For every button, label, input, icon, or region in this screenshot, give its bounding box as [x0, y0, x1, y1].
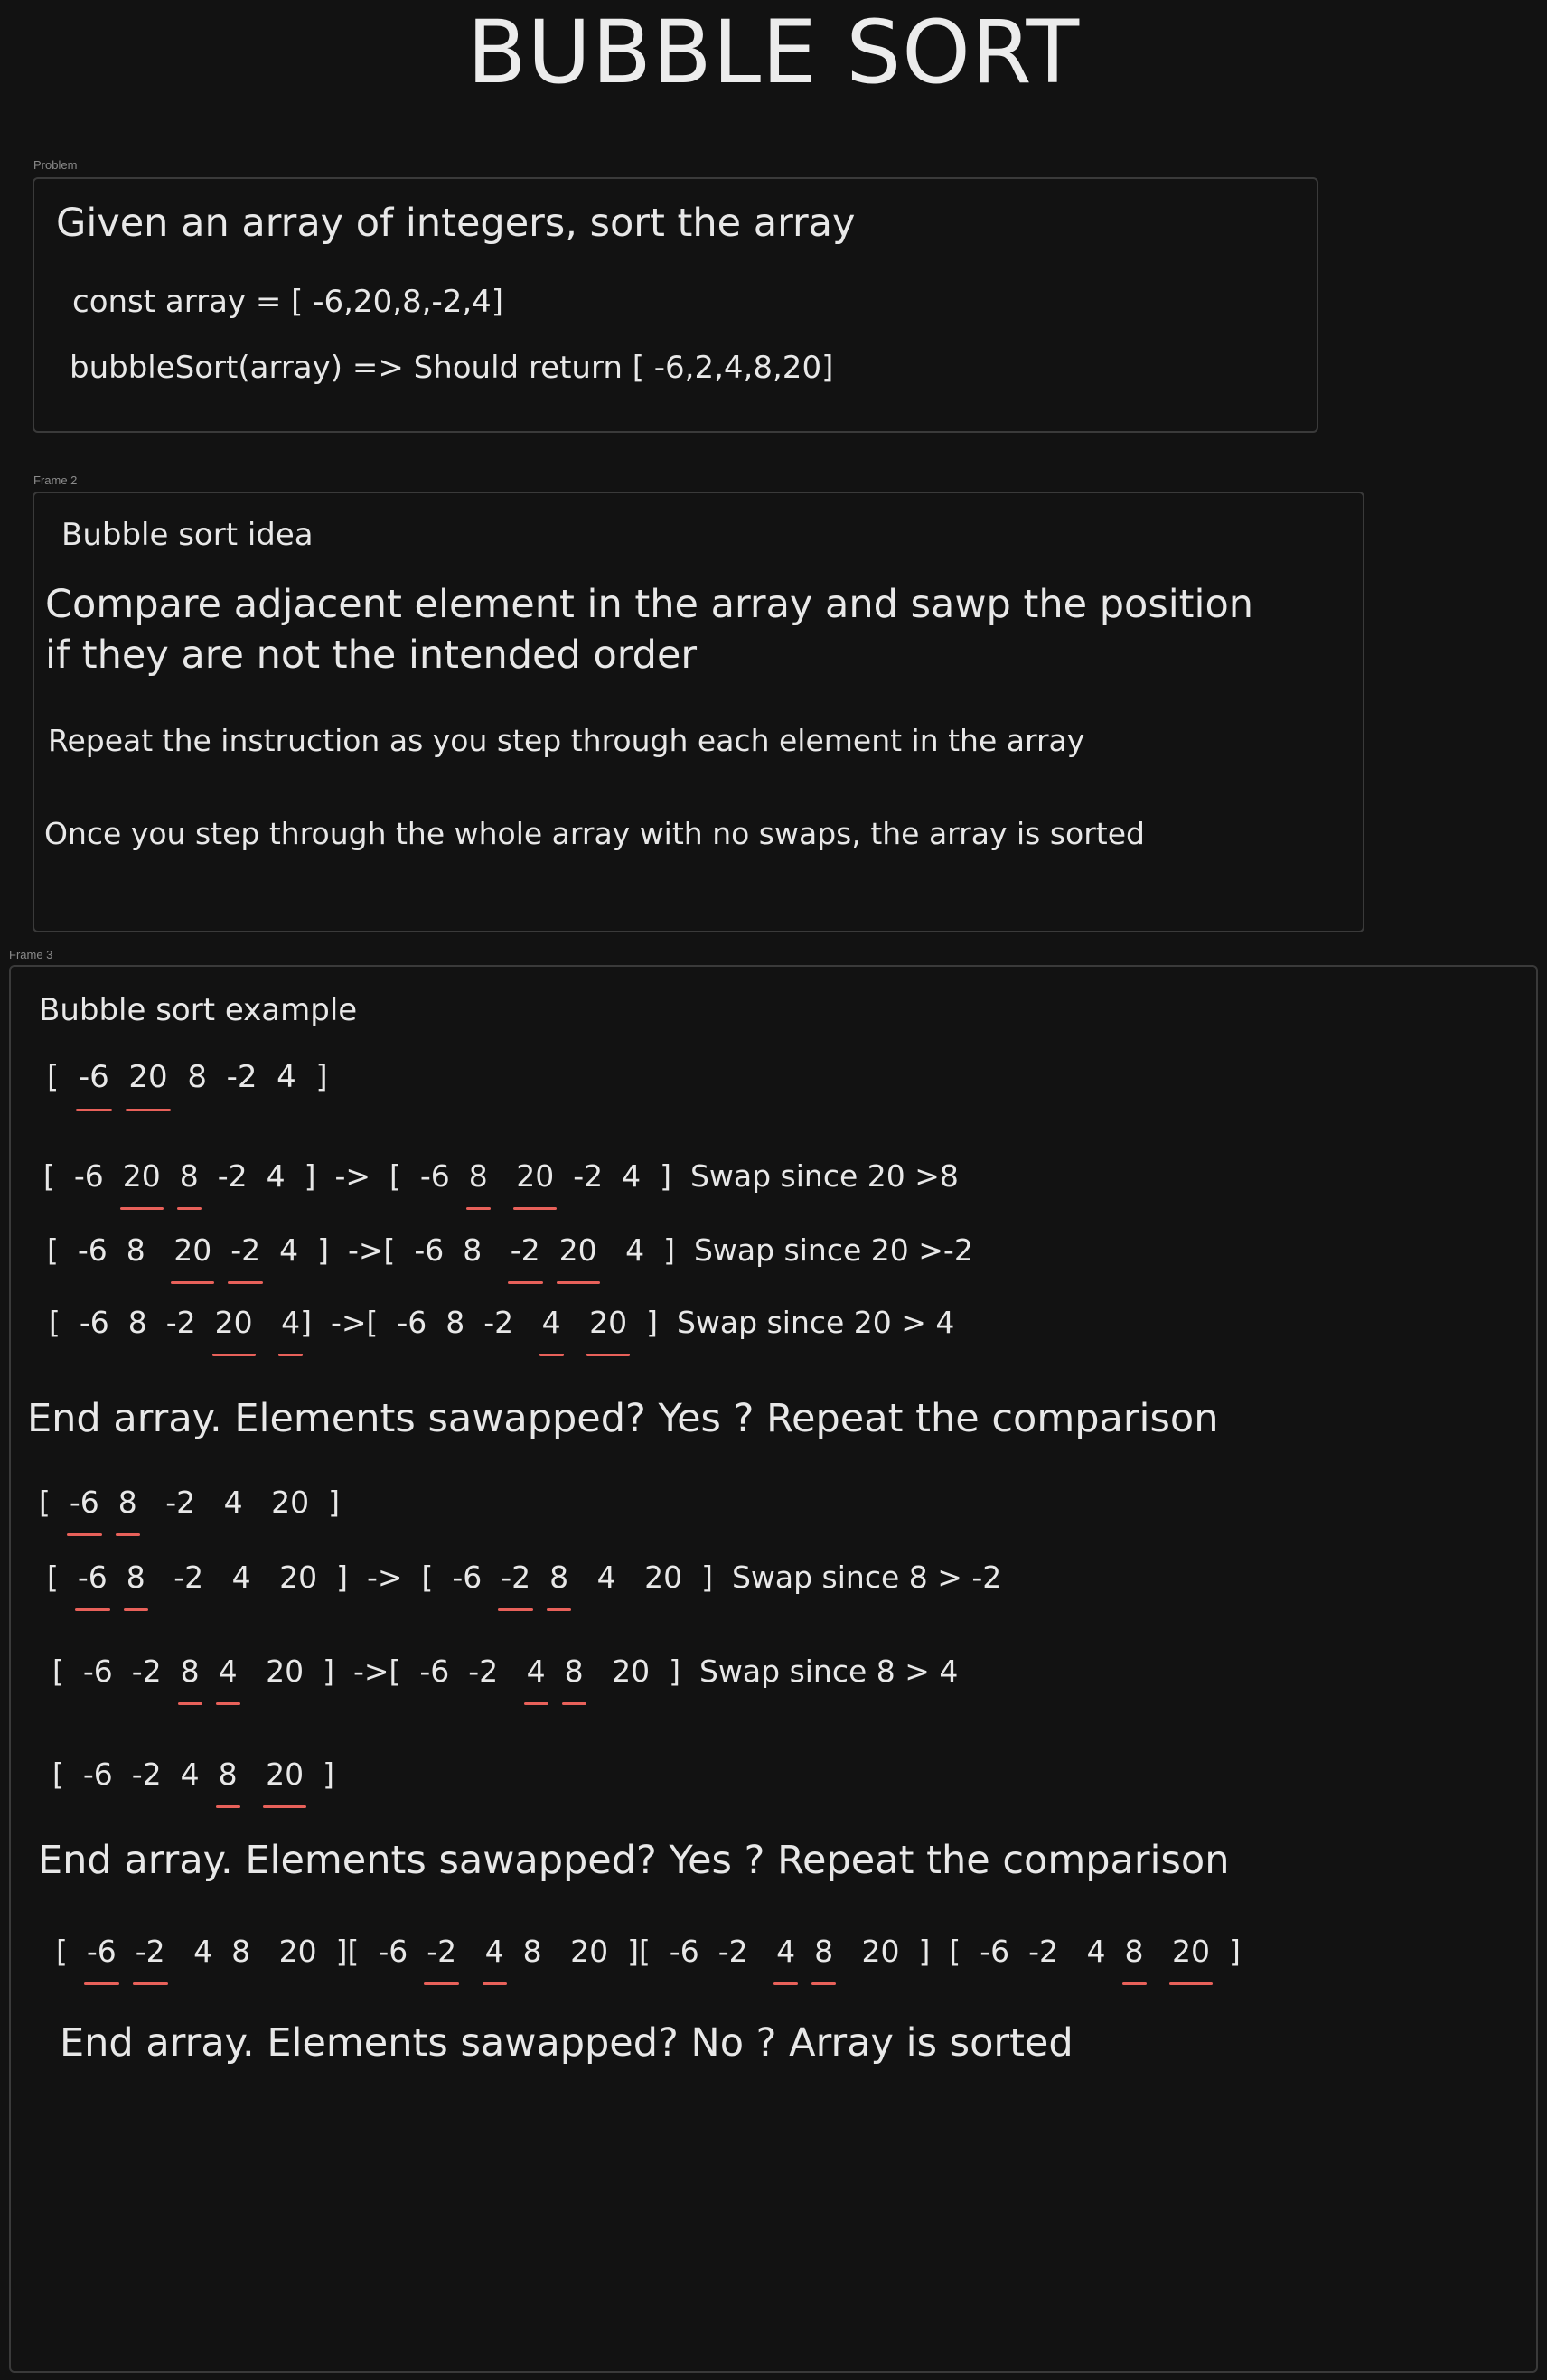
pass2-end	[52, 1757, 334, 1827]
token: ]	[300, 1305, 312, 1340]
token: 20	[612, 1654, 651, 1689]
token-compared: -2	[510, 1232, 540, 1268]
token: 4	[223, 1485, 243, 1520]
token: 4	[1086, 1934, 1106, 1969]
token: -2	[226, 1059, 258, 1095]
token: 8	[522, 1934, 542, 1969]
token: ]	[701, 1560, 713, 1595]
token-compared: 8	[468, 1158, 488, 1194]
token-compared: -6	[77, 1560, 108, 1595]
token: ]	[660, 1158, 671, 1194]
token: 4	[231, 1560, 251, 1595]
token-compared: 20	[1172, 1934, 1210, 1969]
token: -2	[1028, 1934, 1059, 1969]
token-compared: 20	[122, 1158, 161, 1194]
pass3-row	[56, 1934, 1241, 2004]
token: 20	[570, 1934, 609, 1969]
token: -6	[79, 1305, 109, 1340]
token: ]	[315, 1059, 328, 1095]
idea-line2: if they are not the intended order	[45, 632, 698, 678]
token-compared: 20	[128, 1059, 168, 1095]
token-compared: -2	[230, 1232, 261, 1268]
token-compared: -2	[135, 1934, 165, 1969]
token: 4	[193, 1934, 213, 1969]
token: -6	[82, 1757, 113, 1792]
token: -2	[165, 1305, 196, 1340]
token: ]	[304, 1158, 316, 1194]
token: 8	[127, 1305, 147, 1340]
token: ]	[663, 1232, 675, 1268]
token-compared: 4	[526, 1654, 546, 1689]
token: ]	[336, 1560, 348, 1595]
token: -2	[165, 1485, 196, 1520]
swap-note: Swap since 20 >8	[689, 1158, 959, 1194]
end-pass3: End array. Elements sawapped? No ? Array is sorted	[60, 2020, 1074, 2066]
token: -6	[378, 1934, 408, 1969]
token: -6	[980, 1934, 1010, 1969]
token: ]	[918, 1934, 931, 1969]
token-compared: 8	[564, 1654, 584, 1689]
end-pass1: End array. Elements sawapped? Yes ? Repeat the comparison	[27, 1396, 1219, 1441]
arrow: ->	[366, 1560, 403, 1595]
token-compared: 8	[126, 1560, 145, 1595]
token: [	[39, 1485, 51, 1520]
token: ]	[1228, 1934, 1241, 1969]
token: [	[52, 1654, 64, 1689]
page-title: BUBBLE SORT	[466, 2, 1081, 103]
token-compared: 20	[214, 1305, 253, 1340]
frame-label-problem: Problem	[33, 158, 78, 172]
token: -6	[669, 1934, 699, 1969]
pass2-step2	[52, 1654, 958, 1724]
token-compared: 8	[180, 1654, 200, 1689]
token: -2	[131, 1757, 162, 1792]
token: ]	[317, 1232, 329, 1268]
problem-statement: Given an array of integers, sort the array	[56, 201, 856, 246]
token: [	[347, 1934, 360, 1969]
token: [	[56, 1934, 68, 1969]
token-compared: 8	[218, 1757, 238, 1792]
token: [	[47, 1059, 60, 1095]
token: [	[52, 1757, 64, 1792]
swap-note: Swap since 8 > 4	[698, 1654, 959, 1689]
arrow: ->	[334, 1158, 371, 1194]
idea-heading: Bubble sort idea	[61, 517, 314, 553]
token-compared: 4	[541, 1305, 561, 1340]
token: -2	[217, 1158, 248, 1194]
token: -2	[483, 1305, 514, 1340]
token: 8	[231, 1934, 251, 1969]
idea-frame[interactable]	[33, 492, 1364, 932]
token: 4	[180, 1757, 200, 1792]
idea-line3: Repeat the instruction as you step through each element in the array	[48, 723, 1085, 758]
token-compared: 8	[117, 1485, 137, 1520]
token: [	[421, 1560, 434, 1595]
token-compared: 4	[484, 1934, 504, 1969]
token: -2	[468, 1654, 499, 1689]
problem-code-line: const array = [ -6,20,8,-2,4]	[72, 284, 504, 320]
token: ]	[323, 1757, 334, 1792]
token-compared: 4	[776, 1934, 796, 1969]
token: -6	[419, 1158, 450, 1194]
token: 4	[625, 1232, 645, 1268]
token: 20	[271, 1485, 310, 1520]
token: 8	[445, 1305, 465, 1340]
token: 20	[266, 1654, 305, 1689]
idea-line4: Once you step through the whole array with no swaps, the array is sorted	[44, 816, 1145, 851]
problem-expected: bubbleSort(array) => Should return [ -6,2,4,8,20]	[70, 350, 834, 386]
token-compared: -6	[86, 1934, 117, 1969]
arrow: ->	[347, 1232, 384, 1268]
token-compared: -6	[69, 1485, 99, 1520]
token: 20	[278, 1934, 317, 1969]
token-compared: -2	[427, 1934, 457, 1969]
token-compared: 8	[814, 1934, 834, 1969]
swap-note: Swap since 20 > 4	[676, 1305, 955, 1340]
token-compared: 4	[218, 1654, 238, 1689]
token: 8	[126, 1232, 145, 1268]
token-compared: 20	[589, 1305, 628, 1340]
token: 4	[279, 1232, 299, 1268]
token: 8	[187, 1059, 207, 1095]
token: 4	[266, 1158, 286, 1194]
token: [	[47, 1560, 59, 1595]
pass2-start	[39, 1485, 340, 1555]
token: [	[366, 1305, 379, 1340]
token: [	[949, 1934, 961, 1969]
token: ]	[335, 1934, 348, 1969]
token: [	[383, 1232, 396, 1268]
token-compared: 20	[558, 1232, 597, 1268]
token: [	[47, 1232, 59, 1268]
token: 20	[279, 1560, 318, 1595]
token: -6	[452, 1560, 483, 1595]
token: ]	[627, 1934, 639, 1969]
pass1-step3	[49, 1305, 954, 1375]
swap-note: Swap since 20 >-2	[693, 1232, 973, 1268]
token: [	[43, 1158, 55, 1194]
token: [	[389, 1654, 401, 1689]
token: 8	[463, 1232, 483, 1268]
end-pass2: End array. Elements sawapped? Yes ? Repeat the comparison	[38, 1838, 1230, 1883]
token: -6	[77, 1232, 108, 1268]
token: -6	[419, 1654, 450, 1689]
frame-label-frame2: Frame 2	[33, 473, 78, 487]
token-compared: 8	[179, 1158, 199, 1194]
token: ]	[646, 1305, 658, 1340]
token: -2	[131, 1654, 162, 1689]
token: ]	[669, 1654, 680, 1689]
token: 20	[644, 1560, 683, 1595]
frame-label-frame3: Frame 3	[9, 948, 53, 961]
token: 4	[622, 1158, 642, 1194]
token-compared: -2	[501, 1560, 531, 1595]
token-compared: 20	[266, 1757, 305, 1792]
token-compared: 20	[516, 1158, 555, 1194]
pass2-step1	[47, 1560, 1001, 1630]
token-compared: -6	[78, 1059, 109, 1095]
token: -6	[82, 1654, 113, 1689]
token: 4	[596, 1560, 616, 1595]
token: ]	[323, 1654, 334, 1689]
token: [	[49, 1305, 61, 1340]
arrow: ->	[330, 1305, 367, 1340]
token-compared: 8	[1124, 1934, 1144, 1969]
token: -2	[173, 1560, 204, 1595]
token: ]	[328, 1485, 340, 1520]
token: -6	[73, 1158, 104, 1194]
token: -6	[414, 1232, 445, 1268]
token: -2	[717, 1934, 748, 1969]
token: 4	[277, 1059, 296, 1095]
token: -2	[573, 1158, 604, 1194]
pass1-step1	[43, 1158, 959, 1229]
initial-array	[47, 1059, 328, 1131]
token-compared: 8	[549, 1560, 569, 1595]
example-heading: Bubble sort example	[39, 992, 358, 1028]
pass1-step2	[47, 1232, 973, 1303]
token-compared: 4	[281, 1305, 301, 1340]
arrow: ->	[352, 1654, 389, 1689]
token-compared: 20	[173, 1232, 212, 1268]
idea-line1: Compare adjacent element in the array and sawp the position	[45, 582, 1254, 627]
token: [	[638, 1934, 651, 1969]
swap-note: Swap since 8 > -2	[731, 1560, 1002, 1595]
token: [	[389, 1158, 401, 1194]
token: -6	[397, 1305, 427, 1340]
token: 20	[861, 1934, 900, 1969]
